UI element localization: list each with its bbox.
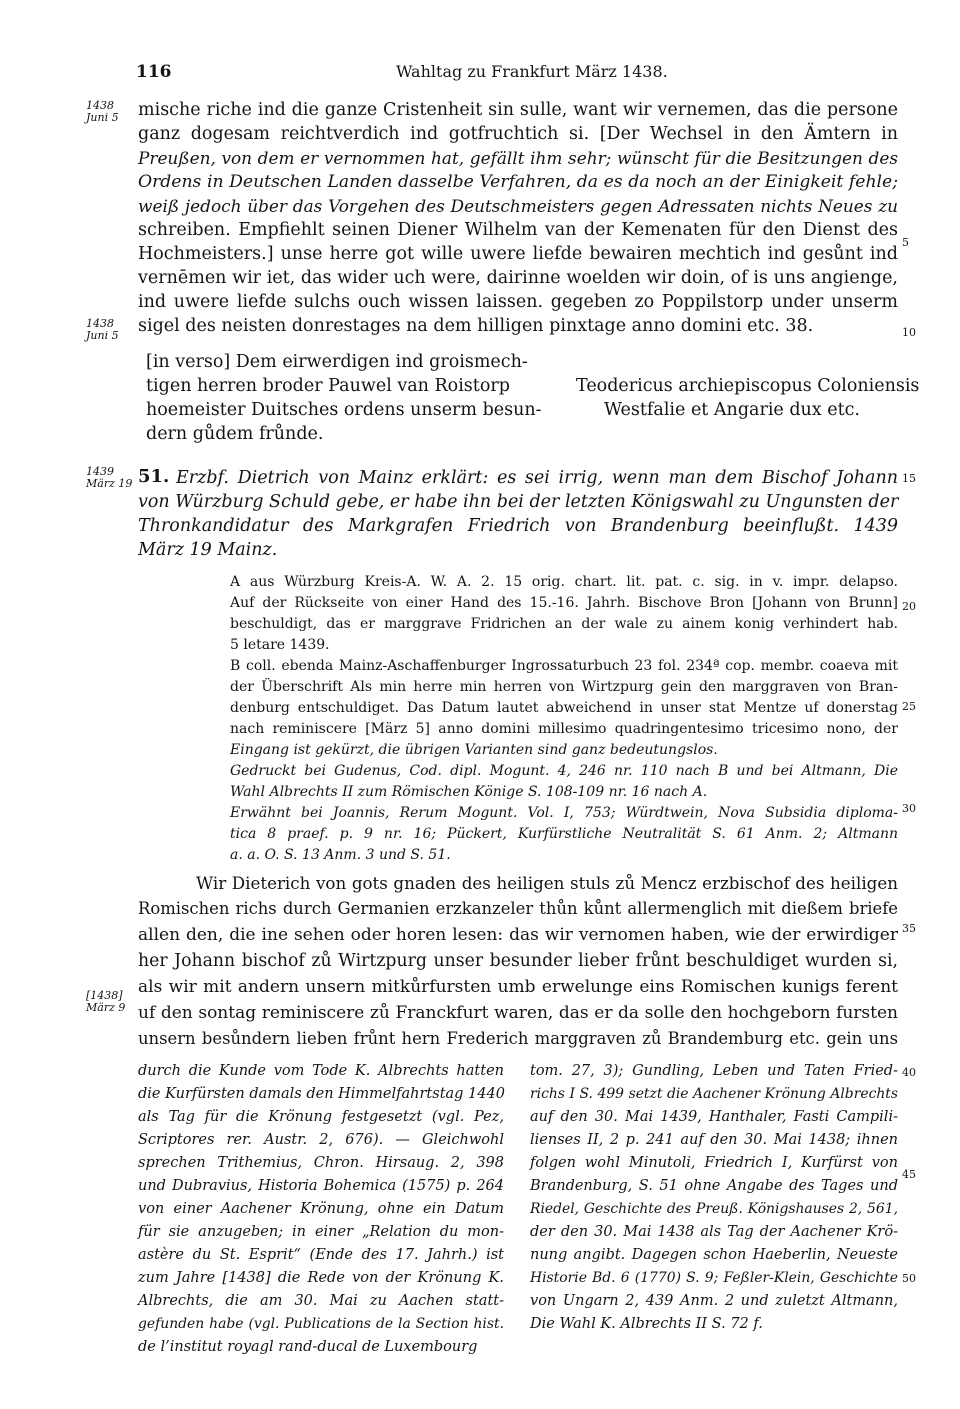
address-line: tigen herren broder Pauwel van Roistorp — [146, 376, 510, 396]
line-number: 50 — [902, 1272, 916, 1285]
text-line: schreiben. Empfiehlt seinen Diener Wilhelm van der Kemenaten für den Dienst des — [138, 220, 898, 240]
margin-date-year: 1438 — [86, 317, 114, 330]
apparatus-line: beschuldigt, das er marggrave Fridrichen an der wale zu ainem konig verhindert hab. — [230, 616, 898, 632]
apparatus-line: nach reminiscere [März 5] anno domini millesimo quadringentesimo tricesimo nono, der — [230, 721, 898, 737]
regest-line: Erzbf. Dietrich von Mainz erklärt: es sei irrig, wenn man dem Bischof Johann — [176, 468, 898, 488]
apparatus-line: B coll. ebenda Mainz-Aschaffenburger Ingrossaturbuch 23 fol. 234ª cop. membr. coaeva mit — [230, 658, 898, 674]
footnote-line: zum Jahre [1438] die Rede von der Krönung K. — [138, 1270, 504, 1286]
footnote-line: de l’institut royagl rand-ducal de Luxembourg — [138, 1339, 478, 1355]
line-number: 15 — [902, 472, 916, 485]
text-line: Ordens in Deutschen Landen dasselbe Verfahren, da es da noch an der Einigkeit fehle; — [138, 172, 898, 192]
footnote-line: Die Wahl K. Albrechts II S. 72 f. — [530, 1316, 763, 1332]
doc51-regest — [176, 466, 898, 490]
line-number: 10 — [902, 326, 916, 339]
text-line: vernēmen wir iet, das wider uch were, dairinne woelden wir doin, of is uns angienge, — [138, 268, 898, 288]
text-line: Romischen richs durch Germanien erzkanzeler thůn kůnt allermenglich mit dießem briefe — [138, 899, 898, 918]
margin-date-year: 1438 — [86, 99, 114, 112]
footnote-left-column — [138, 1060, 504, 1359]
line-number: 45 — [902, 1168, 916, 1181]
margin-date-4 — [86, 990, 125, 1014]
footnote-line: nung angibt. Dagegen schon Haeberlin, Neueste — [530, 1247, 898, 1263]
apparatus-line: Wahl Albrechts II zum Römischen Könige S. 108-109 nr. 16 nach A. — [230, 784, 708, 800]
text-line: Hochmeisters.] unse herre got wille uwere liefde bewairen mechtich ind gesůnt ind — [138, 244, 898, 264]
footnote-line: auf den 30. Mai 1439, Hanthaler, Fasti Campili- — [530, 1109, 898, 1125]
footnote-line: und Dubravius, Historia Bohemica (1575) p. 264 — [138, 1178, 504, 1194]
footnote-line: Riedel, Geschichte des Preuß. Königshauses 2, 561, — [530, 1201, 898, 1217]
apparatus-line: der Überschrift Als min herre min herren von Wirtzpurg gein den marggraven von Bran- — [230, 679, 898, 695]
footnote-line: für sie anzugeben; in einer „Relation du mon- — [138, 1224, 504, 1240]
page-number: 116 — [136, 62, 172, 82]
text-line: Wir Dieterich von gots gnaden des heiligen stuls zů Mencz erzbischof des heiligen — [196, 873, 898, 893]
footnote-line: richs I S. 499 setzt die Aachener Krönung Albrechts — [530, 1086, 898, 1102]
footnote-line: Brandenburg, S. 51 ohne Angabe des Tages und — [530, 1178, 898, 1194]
text-line: ind uwere liefde sulchs ouch wissen laissen. gegeben zo Poppilstorp under unserm — [138, 292, 898, 312]
apparatus-line: tica 8 praef. p. 9 nr. 16; Pückert, Kurfürstliche Neutralität S. 61 Anm. 2; Altmann — [230, 826, 898, 842]
footnote-line: Albrechts, die am 30. Mai zu Aachen statt- — [138, 1293, 504, 1309]
footnote-line: Historie Bd. 6 (1770) S. 9; Feßler-Klein, Geschichte — [530, 1270, 898, 1286]
apparatus-line: Erwähnt bei Joannis, Rerum Mogunt. Vol. I, 753; Würdtwein, Nova Subsidia diploma- — [230, 805, 898, 821]
text-line: her Johann bischof zů Wirtzpurg unser besunder lieber frůnt beschuldiget wurden si, — [138, 951, 898, 971]
footnote-line: durch die Kunde vom Tode K. Albrechts hatten — [138, 1063, 504, 1079]
line-number: 5 — [902, 236, 909, 249]
footnote-right-column — [530, 1060, 898, 1336]
margin-date-day: Juni 5 — [86, 111, 119, 124]
footnote-line: folgen wohl Minutoli, Friedrich I, Kurfürst von — [530, 1155, 898, 1171]
text-line: weiß jedoch über das Vorgehen des Deutschmeisters gegen Adressaten nichts Neues zu — [138, 196, 898, 216]
address-line: [in verso] Dem eirwerdigen ind groismech- — [146, 352, 528, 372]
regest-line: von Würzburg Schuld gebe, er habe ihn bei der letzten Königswahl zu Ungunsten der — [138, 492, 899, 512]
line-number: 30 — [902, 802, 916, 815]
margin-date-2 — [86, 318, 119, 342]
apparatus — [230, 572, 898, 866]
signature-line: Teodericus archiepiscopus Coloniensis — [576, 376, 920, 396]
footnote-line: gefunden habe (vgl. Publications de la Section hist. — [138, 1316, 504, 1332]
apparatus-line: Auf der Rückseite von einer Hand des 15.-16. Jahrh. Bischove Bron [Johann von Brunn] — [230, 595, 898, 611]
apparatus-line: A aus Würzburg Kreis-A. W. A. 2. 15 orig. chart. lit. pat. c. sig. in v. impr. delapso. — [230, 574, 898, 590]
running-title: Wahltag zu Frankfurt März 1438. — [396, 62, 668, 81]
margin-date-day: Juni 5 — [86, 329, 119, 342]
apparatus-line: a. a. O. S. 13 Anm. 3 und S. 51. — [230, 847, 451, 863]
text-line: sigel des neisten donrestages na dem hilligen pinxtage anno domini etc. 38. — [138, 316, 814, 336]
footnote-line: tom. 27, 3); Gundling, Leben und Taten Fried- — [530, 1063, 898, 1079]
doc51-text — [138, 870, 898, 1052]
margin-date-day: März 19 — [86, 477, 133, 490]
footnote-line: von einer Aachener Krönung, ohne ein Datum — [138, 1201, 504, 1217]
margin-date-year: [1438] — [86, 989, 123, 1002]
footnote-line: der den 30. Mai 1438 als Tag der Aachener Krö- — [530, 1224, 898, 1240]
margin-date-day: März 9 — [86, 1001, 126, 1014]
text-line: mische riche ind die ganze Cristenheit sin sulle, want wir vernemen, das die persone — [138, 100, 898, 120]
signature — [576, 374, 919, 422]
footnote-line: Scriptores rer. Austr. 2, 676). — Gleichwohl — [138, 1132, 504, 1148]
address-line: dern gůdem frůnde. — [146, 424, 324, 444]
text-line: uf den sontag reminiscere zů Franckfurt waren, das er da solle den hochgeborn fursten — [138, 1003, 898, 1023]
text-line: Preußen, von dem er vernommen hat, gefällt ihm sehr; wünscht für die Besitzungen des — [138, 148, 898, 168]
address-in-verso — [146, 350, 542, 446]
footnote-line: lienses II, 2 p. 241 auf den 30. Mai 1438; ihnen — [530, 1132, 898, 1148]
footnote-line: von Ungarn 2, 439 Anm. 2 und zuletzt Altmann, — [530, 1293, 898, 1309]
text-line: als wir mit andern unsern mitkůrfursten umb erwelunge eins Romischen kunigs ferent — [138, 977, 898, 997]
doc50-text — [138, 98, 898, 338]
margin-date-year: 1439 — [86, 465, 114, 478]
text-line: allen den, die ine sehen oder horen lesen: das wir vernomen haben, wie der erwirdiger — [138, 925, 898, 945]
apparatus-line: Gedruckt bei Gudenus, Cod. dipl. Mogunt. 4, 246 nr. 110 nach B und bei Altmann, Die — [230, 763, 898, 779]
margin-date-3 — [86, 466, 132, 490]
line-number: 35 — [902, 922, 916, 935]
footnote-line: sprechen Trithemius, Chron. Hirsaug. 2, 398 — [138, 1155, 504, 1171]
text-line: ganz dogesam reichtverdich ind gotfruchtich si. [Der Wechsel in den Ämtern in — [138, 124, 898, 144]
line-number: 25 — [902, 700, 916, 713]
footnote-line: die Kurfürsten damals den Himmelfahrtstag 1440 — [138, 1086, 505, 1102]
footnote-line: astère du St. Esprit“ (Ende des 17. Jahrh.) ist — [138, 1247, 504, 1263]
address-line: hoemeister Duitsches ordens unserm besun- — [146, 400, 542, 420]
line-number: 20 — [902, 600, 916, 613]
line-number: 40 — [902, 1066, 916, 1079]
regest-line: März 19 Mainz. — [138, 540, 278, 560]
doc51-regest-cont — [138, 490, 898, 562]
regest-line: Thronkandidatur des Markgrafen Friedrich von Brandenburg beeinflußt. 1439 — [138, 516, 898, 536]
apparatus-line: denburg entschuldiget. Das Datum lautet abweichend in unser stat Mentze uf donerstag — [230, 700, 898, 716]
margin-date-1 — [86, 100, 119, 124]
apparatus-line: Eingang ist gekürzt, die übrigen Varianten sind ganz bedeutungslos. — [230, 742, 718, 758]
document-number: 51. — [138, 466, 170, 487]
apparatus-line: 5 letare 1439. — [230, 637, 330, 653]
footnote-line: als Tag für die Krönung festgesetzt (vgl. Pez, — [138, 1109, 504, 1125]
signature-line: Westfalie et Angarie dux etc. — [604, 400, 860, 420]
text-line: unsern besůndern lieben frůnt hern Frederich marggraven zů Brandemburg etc. gein uns — [138, 1029, 898, 1048]
